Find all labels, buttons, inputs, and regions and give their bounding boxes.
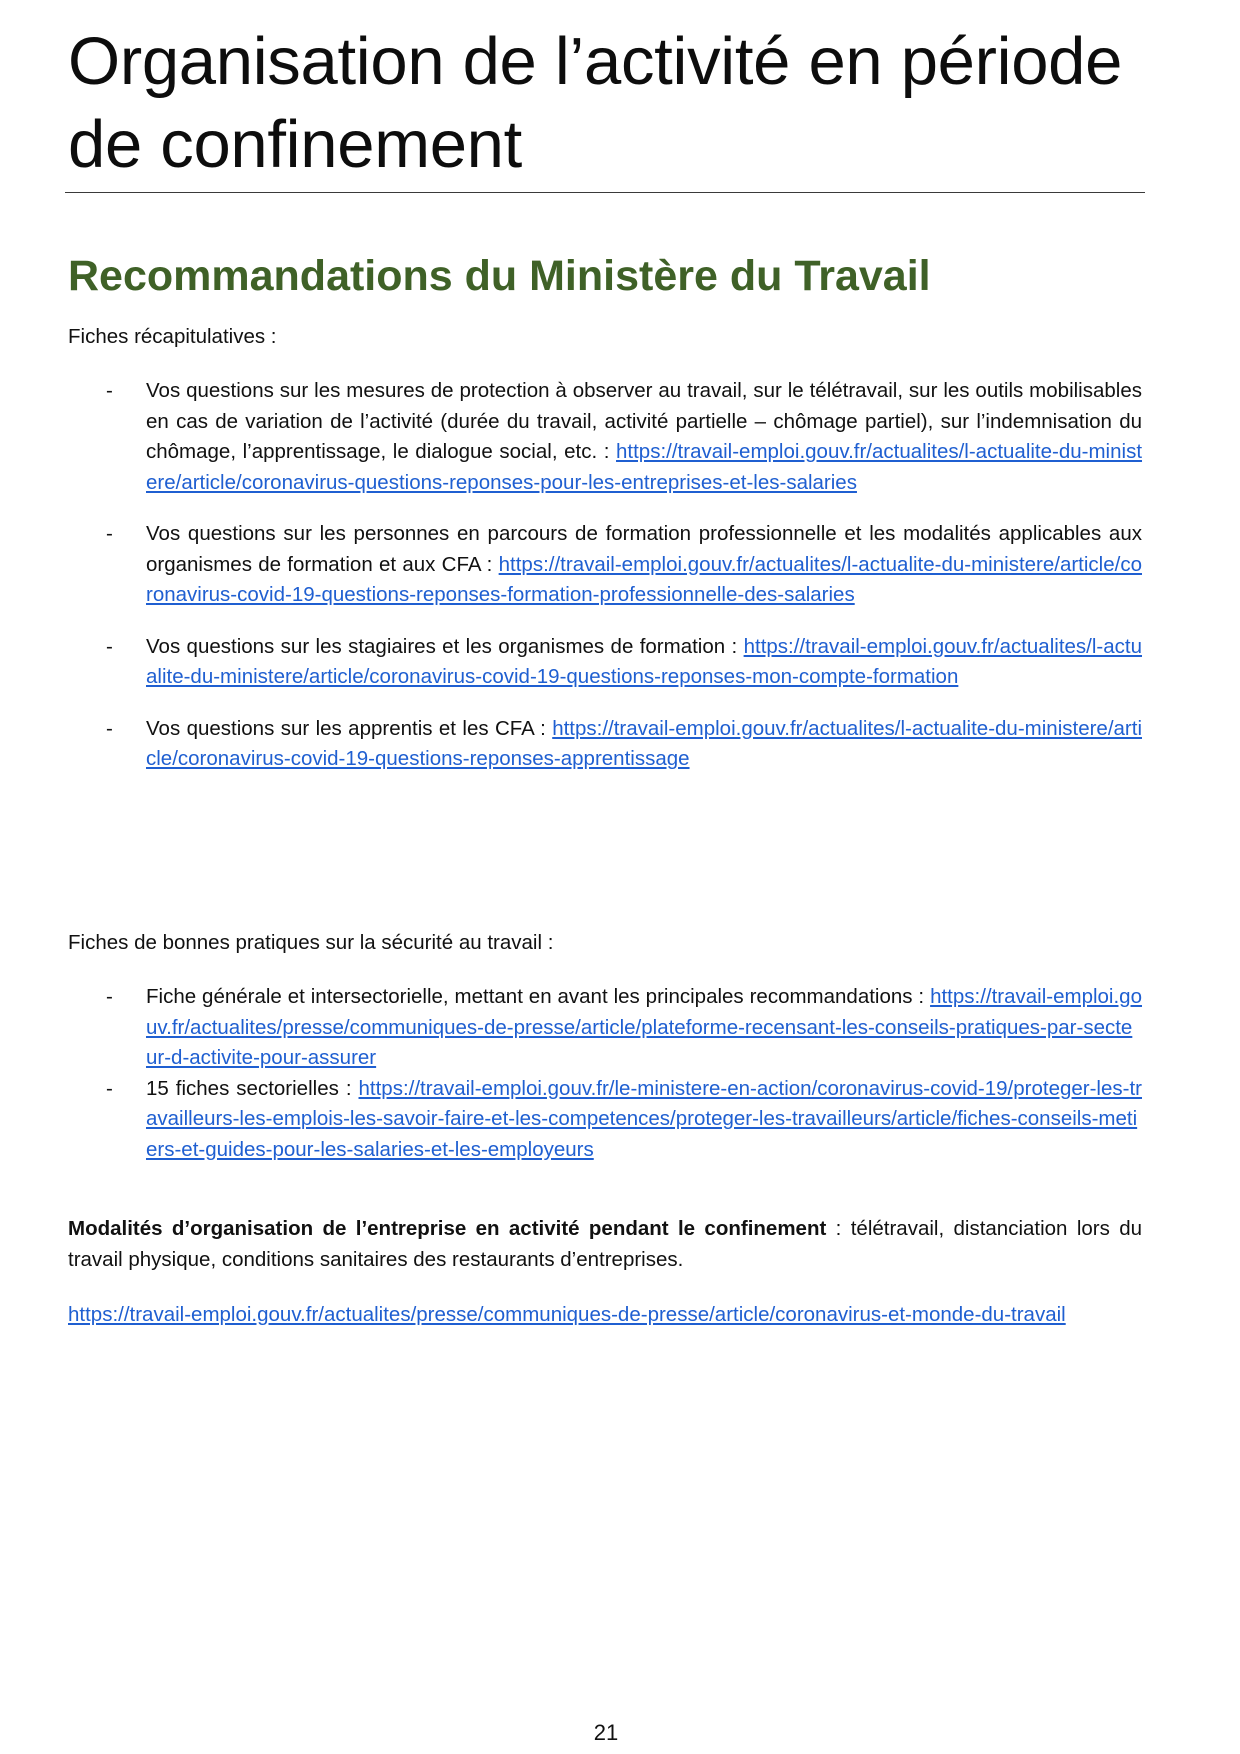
bonnes-pratiques-intro: Fiches de bonnes pratiques sur la sécurité au travail :	[68, 931, 554, 954]
modalites-bold-lead: Modalités d’organisation de l’entreprise en activité pendant le confinement	[68, 1217, 827, 1240]
fiches-recap-list	[68, 376, 1142, 775]
modalites-text: : télétravail, distanciation lors du travail physique, conditions sanitaires des restaurants d’entreprises.	[68, 1217, 1143, 1271]
list-item-text: Vos questions sur les apprentis et les CFA :	[146, 716, 546, 740]
list-item-text: Fiche générale et intersectorielle, mettant en avant les principales recommandations :	[146, 985, 925, 1008]
list-item	[68, 376, 1142, 498]
bullet-marker: -	[106, 1076, 113, 1100]
bullet-marker: -	[106, 716, 113, 740]
link-mon-compte-formation[interactable]: https://travail-emploi.gouv.fr/actualites/l-actualite-du-ministere/article/coronavirus-covid-19-questions-reponses-mon-compte-formation	[146, 634, 1142, 688]
modalites-paragraph	[68, 1214, 1142, 1275]
document-page	[68, 0, 1144, 1754]
link-apprentissage[interactable]: https://travail-emploi.gouv.fr/actualites/l-actualite-du-ministere/article/coronavirus-covid-19-questions-reponses-apprentissage	[146, 716, 1142, 770]
list-item-text: Vos questions sur les personnes en parcours de formation professionnelle et les modalités applicables aux organismes de formation et aux CFA :	[146, 522, 1142, 576]
list-item-text: 15 fiches sectorielles :	[146, 1076, 352, 1100]
title-divider	[65, 192, 1145, 193]
link-questions-reponses-entreprises[interactable]: https://travail-emploi.gouv.fr/actualites/l-actualite-du-ministere/article/coronavirus-questions-reponses-pour-les-entreprises-et-les-salaries	[146, 440, 1143, 494]
list-item	[68, 519, 1142, 611]
bullet-marker: -	[106, 985, 113, 1008]
list-item	[68, 982, 1142, 1074]
bullet-marker: -	[106, 634, 113, 658]
modalites-link-paragraph	[68, 1300, 1142, 1331]
bullet-marker: -	[106, 522, 113, 545]
link-formation-professionnelle[interactable]: https://travail-emploi.gouv.fr/actualites/l-actualite-du-ministere/article/coronavirus-covid-19-questions-reponses-formation-professionnelle-des-salaries	[146, 552, 1142, 606]
list-item	[68, 714, 1142, 775]
list-item	[68, 632, 1142, 693]
list-item	[68, 1074, 1142, 1166]
fiches-recap-intro: Fiches récapitulatives :	[68, 325, 277, 348]
list-item-text: Vos questions sur les mesures de protection à observer au travail, sur le télétravail, sur les outils mobilisables en cas de variation de l’activité (durée du travail, activité partielle – chômage partiel), sur l’indemnisation du chômage, l’apprentissage, le dialogue social, etc. :	[146, 379, 1142, 463]
link-fiches-sectorielles[interactable]: https://travail-emploi.gouv.fr/le-ministere-en-action/coronavirus-covid-19/proteger-les-travailleurs-les-emplois-les-savoir-faire-et-les-competences/proteger-les-travailleurs/article/fiches-conseils-metiers-et-guides-pour-les-salaries-et-les-employeurs	[146, 1076, 1142, 1161]
bullet-marker: -	[106, 379, 113, 402]
list-item-text: Vos questions sur les stagiaires et les organismes de formation :	[146, 634, 738, 658]
page-title: Organisation de l’activité en période de confinement	[68, 24, 1123, 182]
bonnes-pratiques-list	[68, 982, 1142, 1165]
link-coronavirus-monde-du-travail[interactable]: https://travail-emploi.gouv.fr/actualites/presse/communiques-de-presse/article/coronavirus-et-monde-du-travail	[68, 1303, 1066, 1326]
page-number: 21	[593, 1720, 619, 1745]
section-heading: Recommandations du Ministère du Travail	[68, 252, 931, 300]
link-plateforme-conseils-pratiques[interactable]: https://travail-emploi.gouv.fr/actualites/presse/communiques-de-presse/article/plateforme-recensant-les-conseils-pratiques-par-secteur-d-activite-pour-assurer	[146, 985, 1142, 1069]
